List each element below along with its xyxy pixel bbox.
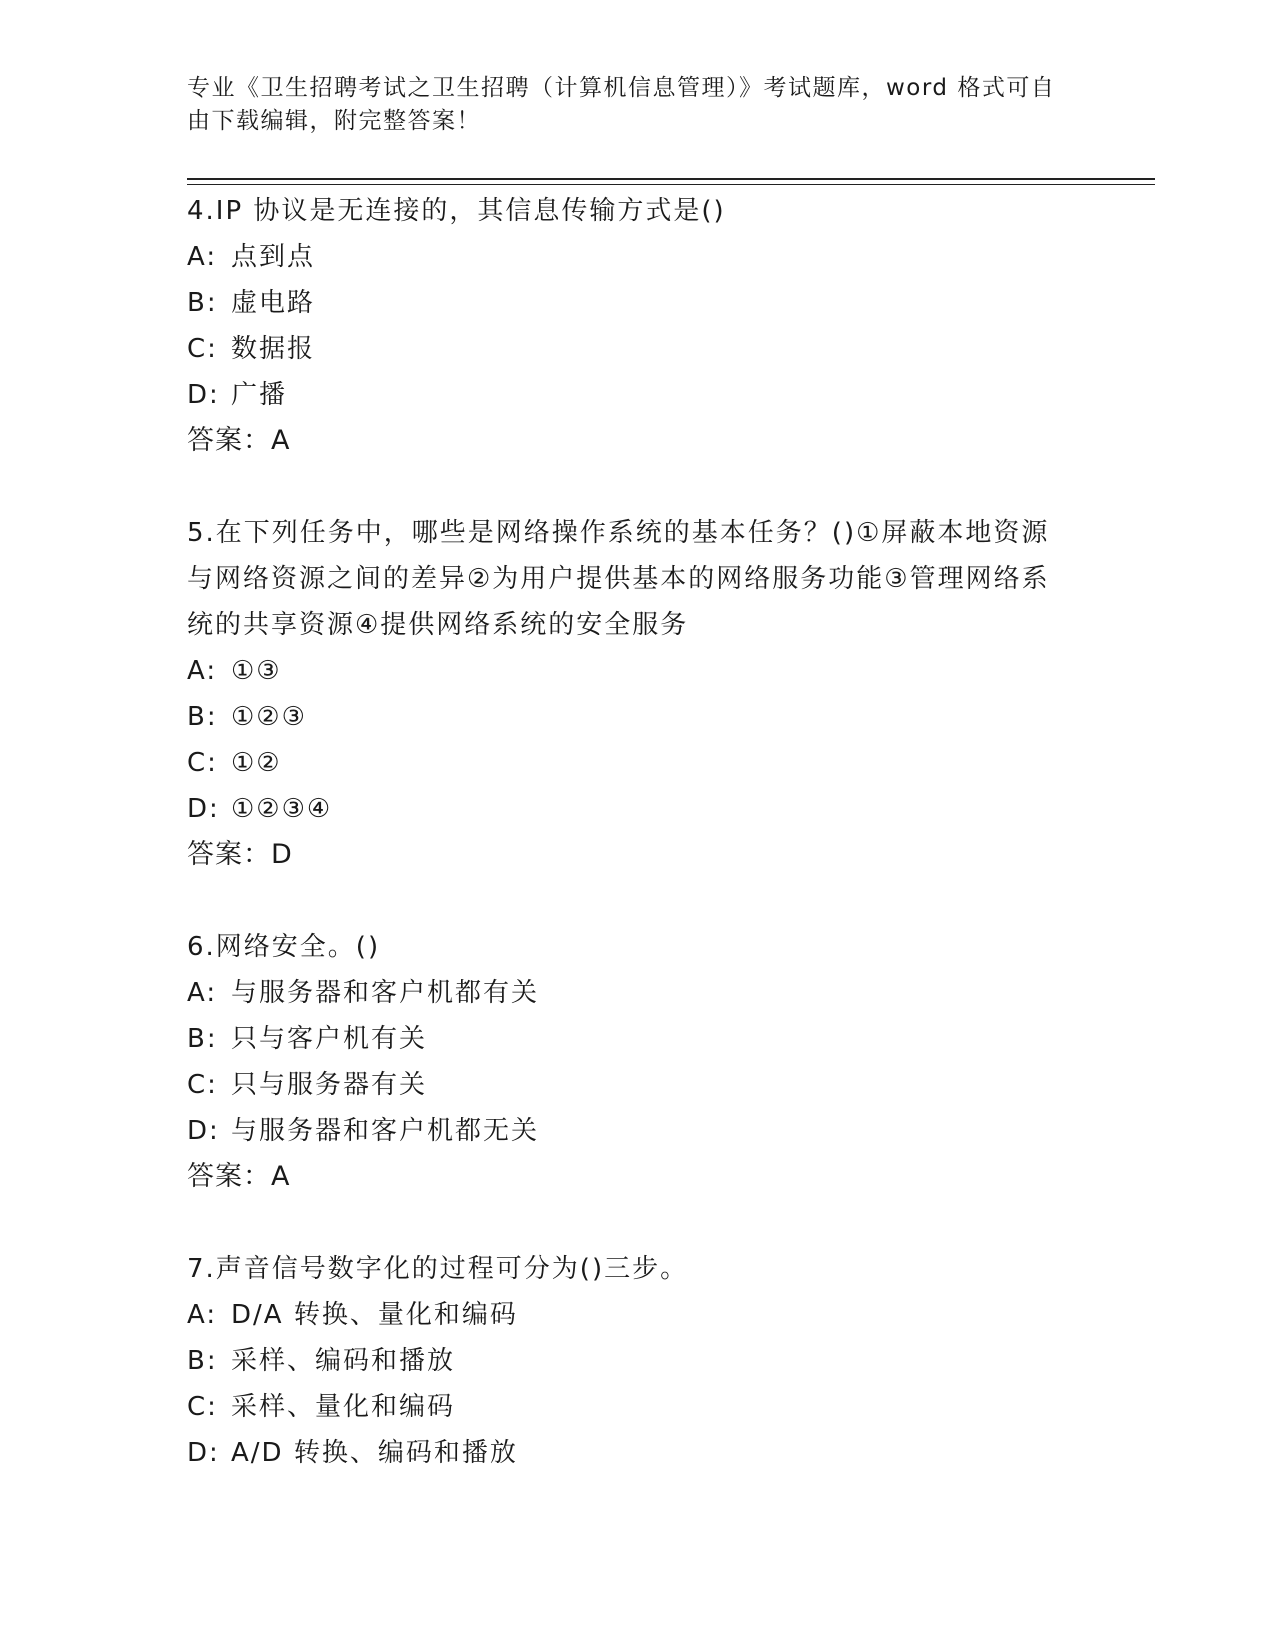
option-letter: C: xyxy=(187,1392,218,1422)
option-b xyxy=(187,1016,1067,1062)
option-letter: A: xyxy=(187,978,218,1008)
option-text: 广播 xyxy=(231,380,288,410)
option-letter: B: xyxy=(187,1024,218,1054)
option-a xyxy=(187,1292,1067,1338)
option-text: 数据报 xyxy=(231,334,316,364)
option-d xyxy=(187,786,1067,832)
question-7 xyxy=(187,1246,1067,1476)
option-letter: C: xyxy=(187,748,218,778)
option-text: ①③ xyxy=(231,656,282,686)
option-letter: B: xyxy=(187,1346,218,1376)
question-5 xyxy=(187,510,1067,878)
document-header: 专业《卫生招聘考试之卫生招聘（计算机信息管理）》考试题库，word 格式可自由下载编辑，附完整答案！ xyxy=(187,75,1056,134)
option-letter: B: xyxy=(187,288,218,318)
header-divider-thick xyxy=(187,178,1155,180)
option-d xyxy=(187,372,1067,418)
option-letter: B: xyxy=(187,702,218,732)
option-text: ①②③④ xyxy=(231,794,333,824)
option-c xyxy=(187,326,1067,372)
question-4 xyxy=(187,188,1067,464)
option-text: 点到点 xyxy=(231,242,316,272)
option-text: 采样、量化和编码 xyxy=(231,1392,456,1422)
option-letter: D: xyxy=(187,1116,220,1146)
option-letter: D: xyxy=(187,794,220,824)
answer-line: 答案：A xyxy=(187,1161,291,1192)
answer-line: 答案：A xyxy=(187,425,291,456)
option-letter: C: xyxy=(187,334,218,364)
option-c xyxy=(187,1062,1067,1108)
question-6 xyxy=(187,924,1067,1200)
option-letter: A: xyxy=(187,242,218,272)
option-b xyxy=(187,694,1067,740)
option-text: ①② xyxy=(231,748,282,778)
option-c xyxy=(187,740,1067,786)
option-letter: C: xyxy=(187,1070,218,1100)
option-text: 与服务器和客户机都无关 xyxy=(231,1116,540,1146)
option-b xyxy=(187,1338,1067,1384)
option-d xyxy=(187,1430,1067,1476)
option-text: D/A 转换、量化和编码 xyxy=(231,1300,518,1330)
option-text: A/D 转换、编码和播放 xyxy=(231,1438,518,1468)
option-a xyxy=(187,234,1067,280)
option-a xyxy=(187,648,1067,694)
option-text: 采样、编码和播放 xyxy=(231,1346,456,1376)
question-list xyxy=(187,188,1067,1522)
question-stem: 7.声音信号数字化的过程可分为()三步。 xyxy=(187,1254,689,1284)
option-text: 与服务器和客户机都有关 xyxy=(231,978,540,1008)
option-letter: D: xyxy=(187,1438,220,1468)
option-b xyxy=(187,280,1067,326)
header-divider-thin xyxy=(187,184,1155,185)
option-letter: A: xyxy=(187,1300,218,1330)
option-text: 只与客户机有关 xyxy=(231,1024,428,1054)
question-stem: 5.在下列任务中，哪些是网络操作系统的基本任务？()①屏蔽本地资源与网络资源之间的差异②为用户提供基本的网络服务功能③管理网络系统的共享资源④提供网络系统的安全服务 xyxy=(187,518,1050,640)
option-text: 虚电路 xyxy=(231,288,316,318)
question-stem: 4.IP 协议是无连接的，其信息传输方式是() xyxy=(187,196,726,226)
answer-line: 答案：D xyxy=(187,839,293,870)
question-stem: 6.网络安全。() xyxy=(187,932,381,962)
option-text: 只与服务器有关 xyxy=(231,1070,428,1100)
option-c xyxy=(187,1384,1067,1430)
option-letter: D: xyxy=(187,380,220,410)
option-a xyxy=(187,970,1067,1016)
option-text: ①②③ xyxy=(231,702,307,732)
option-letter: A: xyxy=(187,656,218,686)
option-d xyxy=(187,1108,1067,1154)
